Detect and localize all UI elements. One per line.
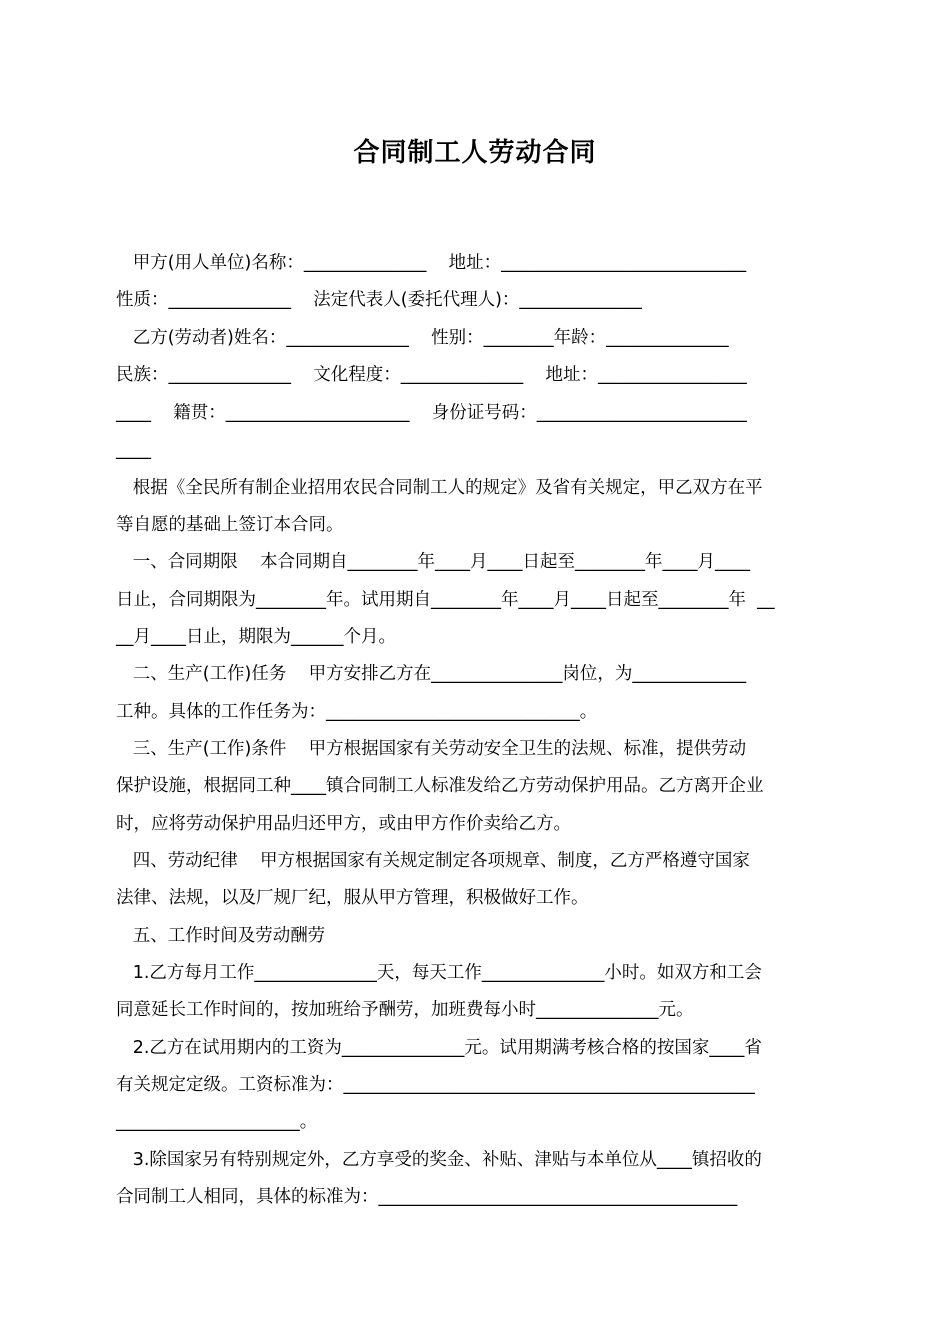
preamble-line-2: 等自愿的基础上签订本合同。 — [116, 515, 344, 535]
section-5-item-3-line-2: 合同制工人相同，具体的标准为：_________________________________________ — [116, 1187, 738, 1207]
section-1-line-3: __月____日止，期限为______个月。 — [116, 627, 396, 647]
section-1-line-2: 日止，合同期限为________年。试用期自________年____月____日起至________年 __ — [116, 590, 775, 610]
section-5-item-2-line-1: 2.乙方在试用期内的工资为______________元。试用期满考核合格的按国家____省 — [116, 1038, 762, 1058]
section-5-item-3-line-1: 3.除国家另有特别规定外，乙方享受的奖金、补贴、津贴与本单位从____镇招收的 — [116, 1150, 762, 1170]
section-5-item-2-line-2: 有关规定定级。工资标准为：_______________________________________________ — [116, 1075, 755, 1095]
section-5-item-1-line-1: 1.乙方每月工作______________天，每天工作______________小时。如双方和工会 — [116, 963, 762, 983]
party-a-nature-line: 性质：______________ 法定代表人(委托代理人)：______________ — [116, 290, 642, 310]
section-4-line-2: 法律、法规，以及厂规厂纪，服从甲方管理，积极做好工作。 — [116, 888, 589, 908]
party-b-origin-line: ____ 籍贯：_____________________ 身份证号码：________________________ — [116, 403, 747, 423]
section-2-line-1: 二、生产(工作)任务 甲方安排乙方在_______________岗位，为_____________ — [116, 664, 747, 684]
party-b-name-line: 乙方(劳动者)姓名：______________ 性别：________年龄：______________ — [116, 328, 729, 348]
section-5-item-1-line-2: 同意延长工作时间的，按加班给予酬劳，加班费每小时______________元。 — [116, 1000, 694, 1020]
section-2-line-2: 工种。具体的工作任务为：_____________________________。 — [116, 702, 598, 722]
party-b-id-continuation: ____ — [116, 440, 151, 460]
party-b-ethnicity-line: 民族：______________ 文化程度：______________ 地址：_________________ — [116, 365, 747, 385]
section-5-item-2-line-3: _____________________。 — [116, 1112, 318, 1132]
section-4-line-1: 四、劳动纪律 甲方根据国家有关规定制定各项规章、制度，乙方严格遵守国家 — [116, 851, 750, 871]
preamble-line-1: 根据《全民所有制企业招用农民合同制工人的规定》及省有关规定，甲乙双方在平 — [116, 478, 763, 498]
section-3-line-2: 保护设施，根据同工种____镇合同制工人标准发给乙方劳动保护用品。乙方离开企业 — [116, 776, 764, 796]
party-a-name-line: 甲方(用人单位)名称：______________ 地址：____________________________ — [116, 253, 747, 273]
section-3-line-3: 时，应将劳动保护用品归还甲方，或由甲方作价卖给乙方。 — [116, 814, 571, 834]
section-3-line-1: 三、生产(工作)条件 甲方根据国家有关劳动安全卫生的法规、标准，提供劳动 — [116, 739, 747, 759]
section-1-line-1: 一、合同期限 本合同期自________年____月____日起至________年____月____ — [116, 552, 750, 572]
document-title: 合同制工人劳动合同 — [353, 138, 597, 168]
section-5-heading: 五、工作时间及劳动酬劳 — [116, 926, 326, 946]
